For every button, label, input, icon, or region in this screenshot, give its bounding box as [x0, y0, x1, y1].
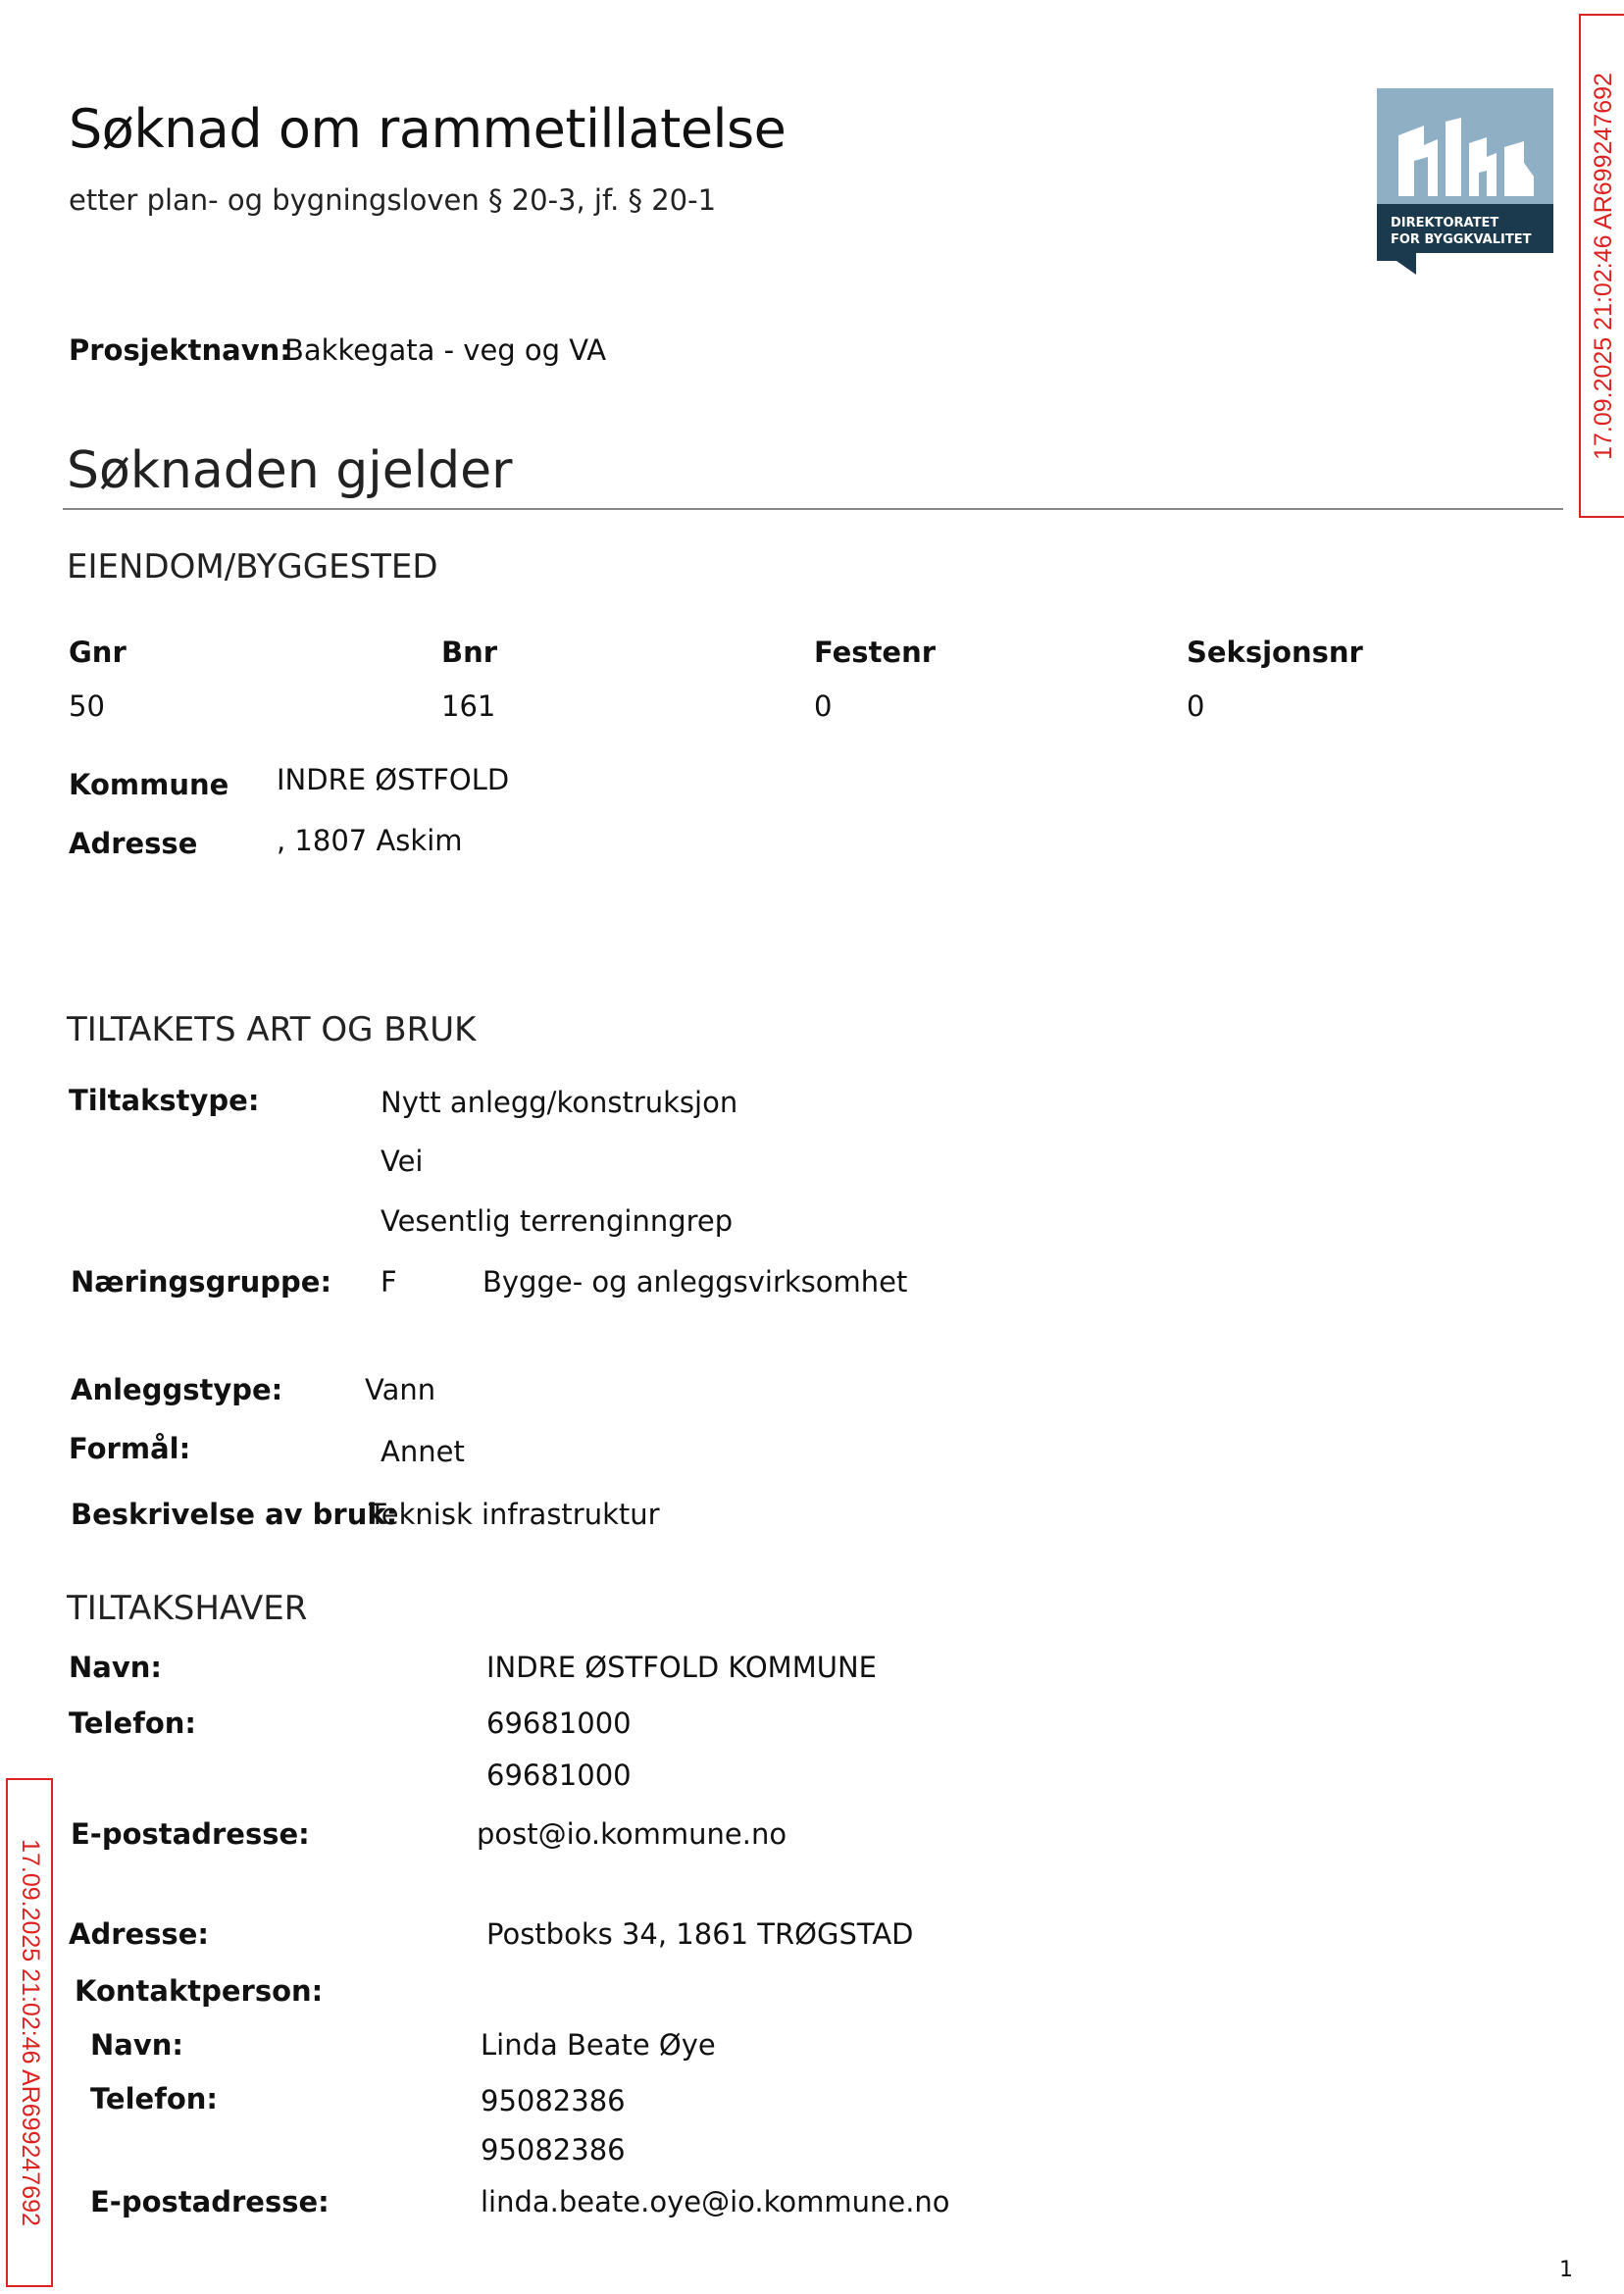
tiltakshaver-navn-label: Navn:: [69, 1651, 162, 1684]
section-divider: [63, 508, 1563, 510]
beskrivelse-value: Teknisk infrastruktur: [369, 1498, 660, 1531]
naeringsgruppe-label: Næringsgruppe:: [71, 1265, 332, 1299]
tiltakshaver-adresse-value: Postboks 34, 1861 TRØGSTAD: [486, 1917, 914, 1951]
kommune-value: INDRE ØSTFOLD: [277, 763, 510, 796]
project-name-value: Bakkegata - veg og VA: [284, 333, 607, 367]
tiltakshaver-epost-value: post@io.kommune.no: [477, 1817, 787, 1851]
section-title: Søknaden gjelder: [67, 441, 513, 500]
page-title: Søknad om rammetillatelse: [69, 98, 787, 160]
property-heading: EIENDOM/BYGGESTED: [67, 547, 438, 586]
kontaktperson-label: Kontaktperson:: [75, 1974, 324, 2008]
gnr-value: 50: [69, 689, 105, 723]
dibk-logo: [1377, 88, 1553, 275]
tiltakstype-value-2: Vei: [381, 1145, 424, 1178]
tiltakstype-value-1: Nytt anlegg/konstruksjon: [381, 1086, 738, 1119]
kontakt-telefon-1: 95082386: [481, 2084, 626, 2117]
anleggstype-label: Anleggstype:: [71, 1373, 283, 1406]
kontakt-navn-value: Linda Beate Øye: [481, 2028, 716, 2062]
logo-text-line1: DIREKTORATET: [1391, 216, 1499, 230]
bnr-label: Bnr: [441, 636, 498, 669]
kontakt-telefon-2: 95082386: [481, 2133, 626, 2167]
adresse-value: , 1807 Askim: [277, 824, 463, 857]
logo-text-line2: FOR BYGGKVALITET: [1391, 232, 1532, 247]
formal-value: Annet: [381, 1435, 465, 1468]
tiltakshaver-telefon-2: 69681000: [486, 1759, 632, 1792]
gnr-label: Gnr: [69, 636, 127, 669]
tiltakshaver-epost-label: E-postadresse:: [71, 1817, 310, 1851]
dibk-logo-icon: [1377, 88, 1553, 275]
kontakt-telefon-label: Telefon:: [90, 2082, 218, 2116]
kontakt-epost-value: linda.beate.oye@io.kommune.no: [481, 2185, 950, 2218]
tiltakshaver-navn-value: INDRE ØSTFOLD KOMMUNE: [486, 1651, 877, 1684]
kommune-label: Kommune: [69, 768, 229, 801]
tiltakstype-value-3: Vesentlig terrenginngrep: [381, 1204, 734, 1238]
page-subtitle: etter plan- og bygningsloven § 20-3, jf. § 20-1: [69, 183, 717, 217]
tiltakshaver-telefon-1: 69681000: [486, 1707, 632, 1740]
bnr-value: 161: [441, 689, 496, 723]
tiltakstype-label: Tiltakstype:: [69, 1084, 260, 1117]
anleggstype-value: Vann: [365, 1373, 436, 1406]
project-name-label: Prosjektnavn:: [69, 333, 291, 367]
formal-label: Formål:: [69, 1432, 191, 1465]
archive-stamp-text: 17.09.2025 21:02:46 AR699247692: [1589, 72, 1617, 460]
kontakt-epost-label: E-postadresse:: [90, 2185, 330, 2218]
archive-stamp-text: 17.09.2025 21:02:46 AR699247692: [16, 1839, 44, 2226]
archive-stamp-left: [6, 1778, 53, 2287]
naeringsgruppe-code: F: [381, 1265, 397, 1299]
tiltak-heading: TILTAKETS ART OG BRUK: [67, 1010, 477, 1049]
kontakt-navn-label: Navn:: [90, 2028, 183, 2062]
tiltakshaver-adresse-label: Adresse:: [69, 1917, 209, 1951]
page-number: 1: [1559, 2258, 1573, 2282]
tiltakshaver-heading: TILTAKSHAVER: [67, 1589, 308, 1628]
seksjonsnr-label: Seksjonsnr: [1187, 636, 1363, 669]
tiltakshaver-telefon-label: Telefon:: [69, 1707, 196, 1740]
festenr-value: 0: [814, 689, 833, 723]
beskrivelse-label: Beskrivelse av bruk:: [71, 1498, 398, 1531]
festenr-label: Festenr: [814, 636, 937, 669]
adresse-label: Adresse: [69, 827, 198, 860]
seksjonsnr-value: 0: [1187, 689, 1205, 723]
naeringsgruppe-value: Bygge- og anleggsvirksomhet: [482, 1265, 908, 1299]
archive-stamp-right: [1579, 14, 1624, 518]
